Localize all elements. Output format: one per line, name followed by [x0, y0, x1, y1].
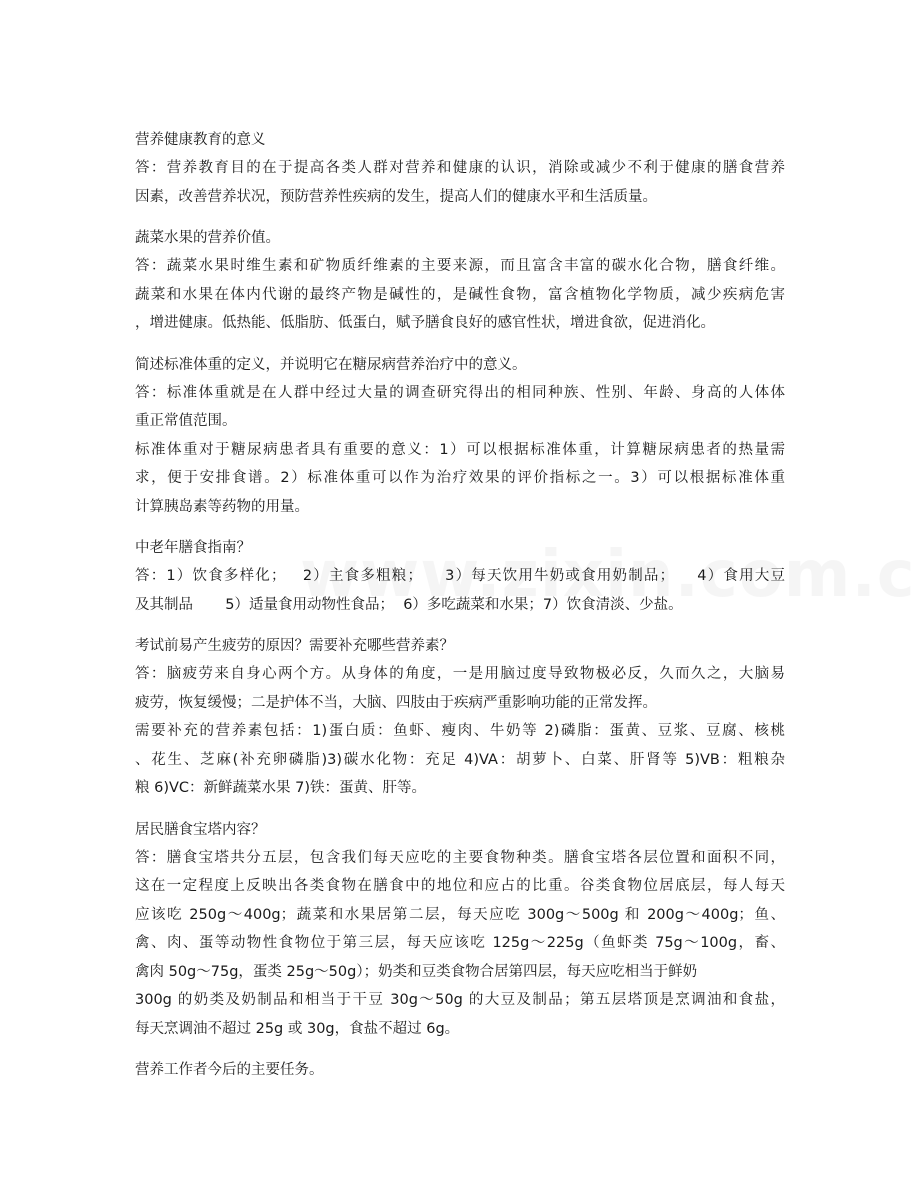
- paragraph-line: 蔬菜和水果在体内代谢的最终产物是碱性的，是碱性食物，富含植物化学物质，减少疾病危害: [135, 286, 785, 303]
- paragraph-line: 重正常值范围。: [135, 413, 237, 429]
- qa-section: [135, 351, 785, 522]
- paragraph-line: 每天烹调油不超过 25g 或 30g，食盐不超过 6g。: [135, 1020, 460, 1037]
- qa-section: [135, 1056, 785, 1084]
- paragraph-line: 这在一定程度上反映出各类食物在膳食中的地位和应占的比重。谷类食物位居底层，每人每天: [135, 878, 785, 894]
- qa-section: [135, 534, 785, 619]
- qa-section: [135, 632, 785, 803]
- paragraph-line: 答：脑疲劳来自身心两个方。从身体的角度，一是用脑过度导致物极必反，久而久之，大脑易: [135, 666, 785, 682]
- paragraph-line: 答：蔬菜水果时维生素和矿物质纤维素的主要来源，而且富含丰富的碳水化合物，膳食纤维。: [135, 258, 785, 274]
- paragraph-line: 标准体重对于糖尿病患者具有重要的意义：1）可以根据标准体重，计算糖尿病患者的热量需: [135, 441, 785, 458]
- paragraph-line: 300g 的奶类及奶制品和相当于干豆 30g～50g 的大豆及制品；第五层塔顶是烹调油和食盐，: [135, 992, 785, 1008]
- paragraph-line: 答：标准体重就是在人群中经过大量的调查研究得出的相同种族、性别、年龄、身高的人体体: [135, 384, 785, 401]
- paragraph-line: 因素，改善营养状况，预防营养性疾病的发生，提高人们的健康水平和生活质量。: [135, 188, 657, 205]
- qa-section: [135, 224, 785, 338]
- paragraph-line: 禽肉 50g～75g，蛋类 25g～50g）；奶类和豆类食物合居第四层，每天应吃相当于鲜奶: [135, 963, 698, 980]
- qa-section: [135, 816, 785, 1044]
- paragraph-line: 需要补充的营养素包括：1)蛋白质：鱼虾、瘦肉、牛奶等 2)磷脂：蛋黄、豆浆、豆腐、核桃: [135, 723, 785, 739]
- paragraph-line: 禽、肉、蛋等动物性食物位于第三层，每天应该吃 125g～225g（鱼虾类 75g～100g，畜、: [135, 935, 785, 951]
- section-title: 营养健康教育的意义: [135, 132, 266, 148]
- paragraph-line: ，增进健康。低热能、低脂肪、低蛋白，赋予膳食良好的感官性状，增进食欲，促进消化。: [135, 315, 715, 331]
- section-title: 居民膳食宝塔内容？: [135, 821, 266, 838]
- paragraph-line: 粮 6)VC：新鲜蔬菜水果 7)铁：蛋黄、肝等。: [135, 780, 427, 796]
- paragraph-line: 答：膳食宝塔共分五层，包含我们每天应吃的主要食物种类。膳食宝塔各层位置和面积不同，: [135, 849, 785, 866]
- paragraph-line: 、花生、芝麻(补充卵磷脂)3)碳水化物：充足 4)VA：胡萝卜、白菜、肝肾等 5)VB：粗粮杂: [135, 751, 785, 768]
- section-title: 中老年膳食指南？: [135, 540, 251, 556]
- section-title: 考试前易产生疲劳的原因？需要补充哪些营养素？: [135, 638, 454, 654]
- paragraph-line: 应该吃 250g～400g；蔬菜和水果居第二层，每天应吃 300g～500g 和 200g～400g；鱼、: [135, 906, 785, 923]
- paragraph-line: 及其制品 5）适量食用动物性食品； 6）多吃蔬菜和水果；7）饮食清淡、少盐。: [135, 596, 683, 613]
- paragraph-line: 求，便于安排食谱。2）标准体重可以作为治疗效果的评价指标之一。3）可以根据标准体重: [135, 470, 785, 486]
- qa-section: [135, 126, 785, 211]
- paragraph-line: 答：营养教育目的在于提高各类人群对营养和健康的认识，消除或减少不利于健康的膳食营养: [135, 160, 785, 176]
- paragraph-line: 疲劳，恢复缓慢；二是护体不当，大脑、四肢由于疾病严重影响功能的正常发挥。: [135, 694, 657, 711]
- section-title: 蔬菜水果的营养价值。: [135, 230, 280, 246]
- document-body: [135, 126, 785, 1097]
- section-title: 简述标准体重的定义，并说明它在糖尿病营养治疗中的意义。: [135, 356, 527, 373]
- paragraph-line: 答：1）饮食多样化； 2）主食多粗粮； 3）每天饮用牛奶或食用奶制品； 4）食用大豆: [135, 568, 785, 584]
- paragraph-line: 计算胰岛素等药物的用量。: [135, 498, 309, 515]
- section-title: 营养工作者今后的主要任务。: [135, 1062, 324, 1078]
